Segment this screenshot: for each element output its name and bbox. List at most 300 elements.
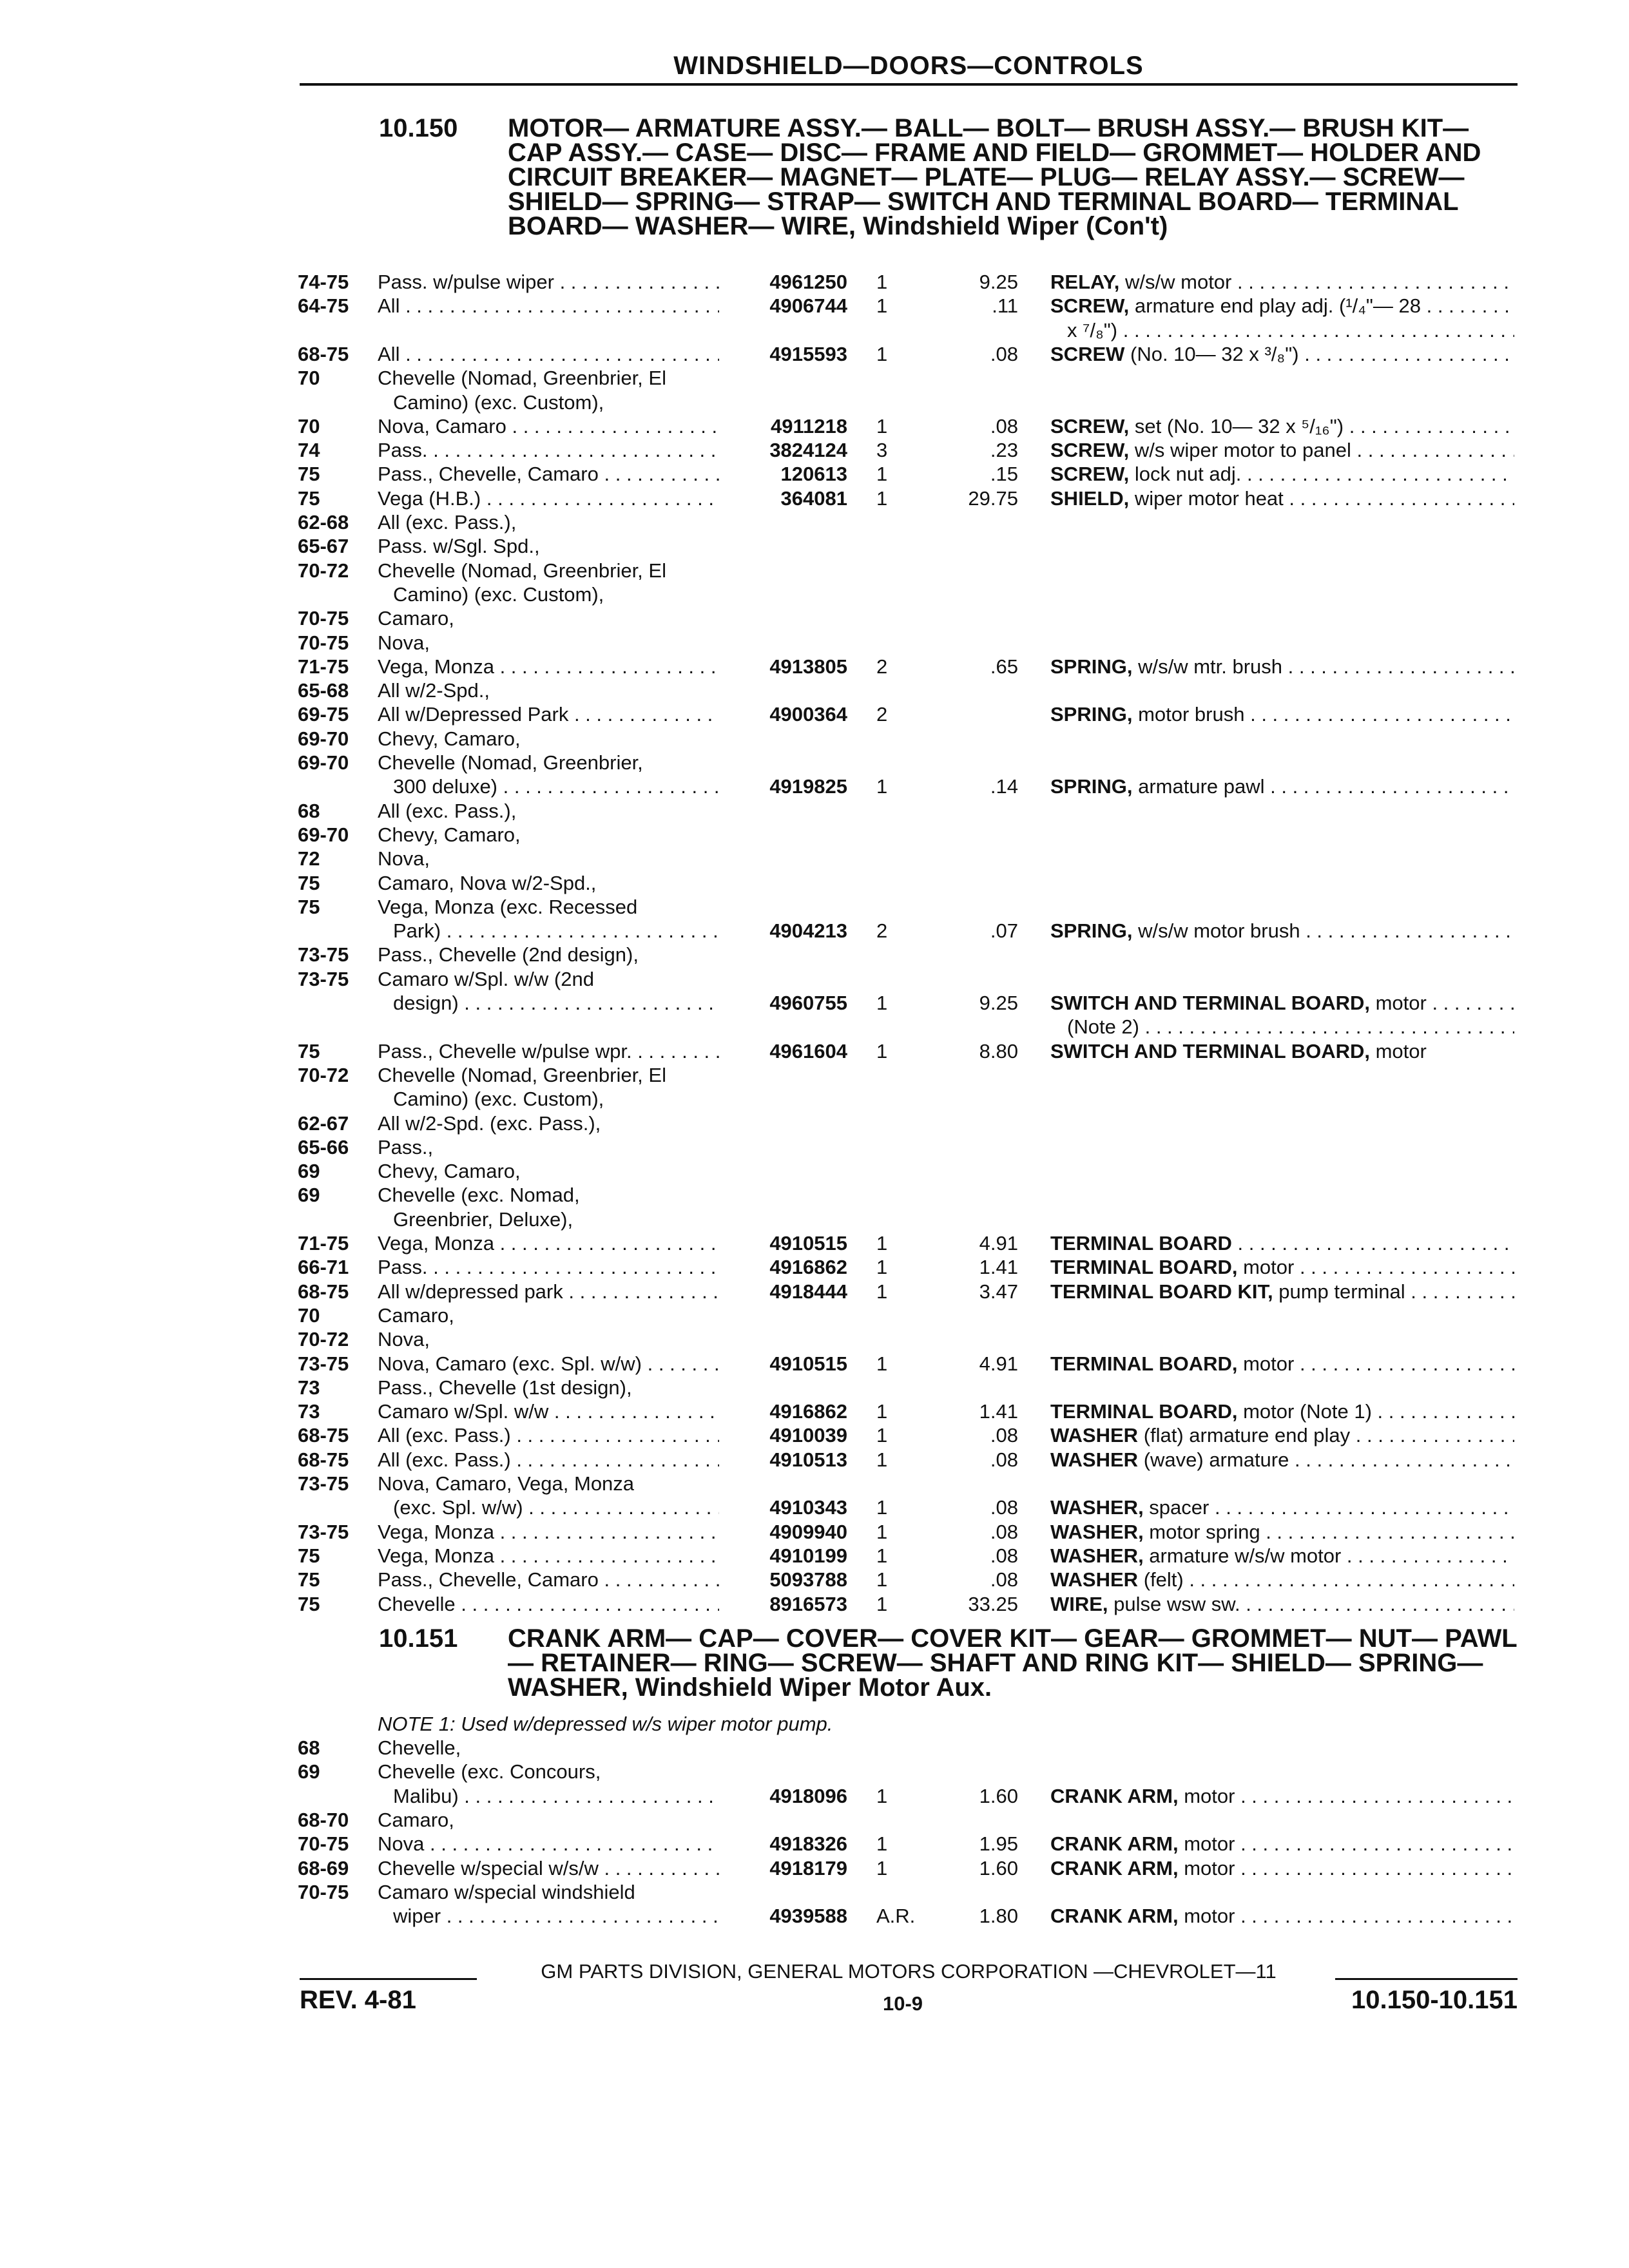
footer-section-range: 10.150-10.151: [1351, 1986, 1518, 2014]
table-row: [0, 583, 1629, 607]
description-name: SCREW,: [1050, 414, 1130, 437]
application: Pass., Chevelle, Camaro . . .: [378, 1568, 719, 1591]
part-number: 8916573: [769, 1592, 847, 1615]
application: Camaro, Nova w/2-Spd.,: [378, 871, 597, 894]
price: .08: [990, 1448, 1018, 1471]
description: CRANK ARM, motor . . .: [1050, 1857, 1514, 1880]
description-name: SCREW: [1050, 342, 1125, 365]
price: .15: [990, 463, 1018, 486]
table-row: [0, 1857, 1629, 1881]
model-year: 65-67: [298, 535, 349, 558]
model-year: 68-75: [298, 1448, 349, 1471]
part-number: 4910039: [769, 1424, 847, 1447]
model-year: 68: [298, 799, 320, 822]
price: .08: [990, 414, 1018, 437]
quantity: 2: [876, 655, 888, 678]
table-row: [0, 800, 1629, 823]
table-row: [0, 1881, 1629, 1905]
table-row: [0, 1040, 1629, 1064]
quantity: 3: [876, 439, 888, 462]
application: Chevelle (Nomad, Greenbrier, El: [378, 1063, 666, 1086]
table-row: [0, 1184, 1629, 1207]
quantity: 1: [876, 294, 888, 318]
application: All (exc. Pass.) . . .: [378, 1424, 719, 1447]
table-row: [0, 487, 1629, 511]
price: 33.25: [968, 1592, 1018, 1615]
part-number: 4918096: [769, 1784, 847, 1807]
description: TERMINAL BOARD, motor . . .: [1050, 1256, 1514, 1279]
model-year: 75: [298, 1039, 320, 1062]
model-year: 72: [298, 847, 320, 870]
model-year: 68-69: [298, 1856, 349, 1879]
model-year: 70: [298, 414, 320, 437]
application: Pass.,: [378, 1135, 434, 1158]
quantity: 1: [876, 1448, 888, 1471]
description: CRANK ARM, motor . . .: [1050, 1785, 1514, 1808]
model-year: 75: [298, 463, 320, 486]
table-row: [0, 1376, 1629, 1400]
model-year: 69: [298, 1760, 320, 1783]
quantity: 1: [876, 1039, 888, 1062]
model-year: 73: [298, 1376, 320, 1399]
application: Pass., Chevelle (2nd design),: [378, 943, 639, 966]
table-row: [0, 847, 1629, 871]
description-name: SCREW,: [1050, 294, 1130, 318]
description: TERMINAL BOARD KIT, pump terminal . . .: [1050, 1280, 1514, 1303]
application: Vega, Monza . . .: [378, 1232, 719, 1255]
part-number: 4910515: [769, 1232, 847, 1254]
table-row: [0, 1521, 1629, 1544]
description-name: SPRING,: [1050, 703, 1133, 726]
application: All w/2-Spd.,: [378, 679, 490, 702]
description-name: SWITCH AND TERMINAL BOARD,: [1050, 1039, 1370, 1062]
application: All w/2-Spd. (exc. Pass.),: [378, 1111, 601, 1135]
application: Nova,: [378, 1328, 430, 1351]
application: Pass., Chevelle (1st design),: [378, 1376, 632, 1399]
application-continued: Camino) (exc. Custom),: [393, 390, 604, 414]
table-row: [0, 1208, 1629, 1232]
description: TERMINAL BOARD, motor (Note 1) . . .: [1050, 1400, 1514, 1423]
quantity: 1: [876, 1352, 888, 1375]
part-number: 4906744: [769, 294, 847, 318]
model-year: 74: [298, 439, 320, 462]
model-year: 71-75: [298, 655, 349, 678]
table-row: [0, 655, 1629, 679]
price: .08: [990, 1520, 1018, 1543]
model-year: 70-75: [298, 1832, 349, 1856]
quantity: 1: [876, 463, 888, 486]
application-continued: (exc. Spl. w/w) . . .: [393, 1496, 719, 1519]
part-number: 4960755: [769, 992, 847, 1014]
quantity: 1: [876, 1400, 888, 1423]
table-row: [0, 943, 1629, 967]
application: Camaro,: [378, 607, 454, 630]
description: SPRING, w/s/w motor brush . . .: [1050, 919, 1514, 943]
table-row: [0, 535, 1629, 559]
model-year: 69-75: [298, 703, 349, 726]
model-year: 73: [298, 1400, 320, 1423]
description: SHIELD, wiper motor heat . . .: [1050, 487, 1514, 510]
section-heading: MOTOR— ARMATURE ASSY.— BALL— BOLT— BRUSH ASSY.— BRUSH KIT— CAP ASSY.— CASE— DISC— FRAME AND FIELD— GROMMET— HOLDER AND CIRCUIT BREAKER— MAGNET— PLATE— PLUG— RELAY ASSY.— SCREW— SHIELD— SPRING— STRAP— SWITCH AND TERMINAL BOARD— TERMINAL BOARD— WASHER— WIRE, Windshield Wiper (Con't): [508, 114, 1481, 240]
price: .23: [990, 439, 1018, 462]
description-name: WASHER,: [1050, 1544, 1144, 1567]
application: Chevy, Camaro,: [378, 823, 521, 846]
part-number: 4910199: [769, 1544, 847, 1567]
page-header: WINDSHIELD—DOORS—CONTROLS: [300, 52, 1518, 86]
description: SPRING, armature pawl . . .: [1050, 775, 1514, 798]
application: Pass. . . .: [378, 1256, 719, 1279]
section-number: 10.151: [379, 1624, 458, 1653]
section-number: 10.150: [379, 114, 458, 142]
description-name: SHIELD,: [1050, 486, 1130, 510]
table-row: [0, 294, 1629, 318]
description-name: RELAY,: [1050, 271, 1120, 293]
quantity: 1: [876, 1496, 888, 1519]
application-continued: Greenbrier, Deluxe),: [393, 1207, 574, 1231]
part-number: 4918326: [769, 1832, 847, 1856]
application: Chevelle w/special w/s/w . . .: [378, 1857, 719, 1880]
description-name: SWITCH AND TERMINAL BOARD,: [1050, 992, 1370, 1014]
quantity: 1: [876, 1232, 888, 1254]
table-row: [0, 271, 1629, 294]
model-year: 75: [298, 1544, 320, 1567]
description: SCREW, armature end play adj. (¹/₄"— 28 . . .: [1050, 294, 1514, 318]
table-row: [0, 319, 1629, 343]
description: CRANK ARM, motor . . .: [1050, 1905, 1514, 1928]
model-year: 69: [298, 1184, 320, 1207]
application-continued: wiper . . .: [393, 1905, 719, 1928]
table-row: [0, 631, 1629, 655]
section-title-10-151: [379, 1626, 1526, 1700]
table-row: [0, 992, 1629, 1015]
part-number: 4904213: [769, 919, 847, 943]
application: Pass. . . .: [378, 439, 719, 462]
part-number: 4910515: [769, 1352, 847, 1375]
quantity: 1: [876, 775, 888, 798]
table-row: [0, 607, 1629, 631]
part-number: 4918444: [769, 1280, 847, 1303]
footer-page-number: 10-9: [883, 1992, 923, 2015]
part-number: 364081: [780, 486, 847, 510]
application: All w/depressed park . . .: [378, 1280, 719, 1303]
model-year: 73-75: [298, 1520, 349, 1543]
part-number: 4911218: [771, 414, 847, 437]
application: Camaro w/Spl. w/w (2nd: [378, 967, 594, 990]
description: WASHER, armature w/s/w motor . . .: [1050, 1544, 1514, 1568]
model-year: 75: [298, 871, 320, 894]
table-row: [0, 1064, 1629, 1088]
table-row: [0, 1304, 1629, 1328]
application: Pass. w/pulse wiper . . .: [378, 271, 719, 294]
table-row: [0, 679, 1629, 703]
table-row: [0, 439, 1629, 463]
part-number: 4910513: [769, 1448, 847, 1471]
price: .07: [990, 919, 1018, 943]
description: SPRING, motor brush . . .: [1050, 703, 1514, 726]
application: Vega, Monza . . .: [378, 1544, 719, 1568]
quantity: 1: [876, 992, 888, 1014]
table-row: [0, 1015, 1629, 1039]
model-year: 69-70: [298, 727, 349, 750]
description: SCREW, w/s wiper motor to panel . . .: [1050, 439, 1514, 462]
model-year: 70-75: [298, 607, 349, 630]
application-continued: Park) . . .: [393, 919, 719, 943]
footer-rule-right: [1335, 1978, 1518, 1980]
description: [1050, 1232, 1514, 1255]
table-row: [0, 367, 1629, 390]
application: Chevy, Camaro,: [378, 1160, 521, 1183]
application: All w/Depressed Park . . .: [378, 703, 719, 726]
description: WASHER (flat) armature end play . . .: [1050, 1424, 1514, 1447]
part-number: 4961604: [769, 1039, 847, 1062]
price: 9.25: [979, 271, 1018, 293]
application: Nova,: [378, 847, 430, 870]
quantity: 1: [876, 1568, 888, 1591]
application: Nova, Camaro . . .: [378, 415, 719, 438]
model-year: 69: [298, 1160, 320, 1183]
application: All (exc. Pass.),: [378, 799, 517, 822]
quantity: 1: [876, 1856, 888, 1879]
price: .65: [990, 655, 1018, 678]
model-year: 74-75: [298, 271, 349, 293]
quantity: 1: [876, 1424, 888, 1447]
table-row: [0, 559, 1629, 583]
description-name: WASHER,: [1050, 1496, 1144, 1519]
model-year: 68-75: [298, 1424, 349, 1447]
quantity: 1: [876, 1520, 888, 1543]
description-name: TERMINAL BOARD KIT,: [1050, 1280, 1273, 1303]
application: Camaro w/Spl. w/w . . .: [378, 1400, 719, 1423]
model-year: 70: [298, 1303, 320, 1327]
model-year: 70-72: [298, 1328, 349, 1351]
application: Vega, Monza (exc. Recessed: [378, 895, 638, 918]
application-continued: design) . . .: [393, 992, 719, 1015]
model-year: 70-75: [298, 631, 349, 654]
quantity: 1: [876, 1256, 888, 1279]
model-year: 62-68: [298, 511, 349, 533]
table-row: [0, 751, 1629, 775]
section-heading: CRANK ARM— CAP— COVER— COVER KIT— GEAR— GROMMET— NUT— PAWL— RETAINER— RING— SCREW— SHAFT AND RING KIT— SHIELD— SPRING— WASHER, Windshield Wiper Motor Aux.: [508, 1624, 1518, 1702]
description-name: SPRING,: [1050, 775, 1133, 798]
quantity: 1: [876, 342, 888, 365]
model-year: 68-75: [298, 1280, 349, 1303]
application: Chevelle (Nomad, Greenbrier,: [378, 751, 643, 774]
table-row: [0, 1088, 1629, 1111]
description-name: SPRING,: [1050, 919, 1133, 943]
model-year: 73-75: [298, 967, 349, 990]
part-number: 5093788: [769, 1568, 847, 1591]
model-year: 66-71: [298, 1256, 349, 1279]
part-number: 120613: [780, 463, 847, 486]
application: All . . .: [378, 294, 719, 318]
application: Chevelle (Nomad, Greenbrier, El: [378, 367, 666, 390]
description: WASHER, motor spring . . .: [1050, 1521, 1514, 1544]
price: 9.25: [979, 992, 1018, 1014]
description: WASHER, spacer . . .: [1050, 1496, 1514, 1519]
application: Nova,: [378, 631, 430, 654]
application: Nova, Camaro, Vega, Monza: [378, 1472, 635, 1495]
table-row: [0, 1448, 1629, 1472]
description-name: SCREW,: [1050, 463, 1130, 486]
description-name: WIRE,: [1050, 1592, 1108, 1615]
description: SWITCH AND TERMINAL BOARD, motor . . .: [1050, 992, 1514, 1015]
table-row: [0, 1544, 1629, 1568]
description: RELAY, w/s/w motor . . .: [1050, 271, 1514, 294]
model-year: 64-75: [298, 294, 349, 318]
table-row: [0, 1496, 1629, 1520]
table-row: [0, 1400, 1629, 1424]
part-number: 4919825: [769, 775, 847, 798]
model-year: 71-75: [298, 1232, 349, 1254]
description-continued: x ⁷/₈") . . .: [1067, 319, 1514, 342]
model-year: 65-66: [298, 1135, 349, 1158]
table-row: [0, 1905, 1629, 1928]
model-year: 75: [298, 486, 320, 510]
model-year: 68-70: [298, 1809, 349, 1831]
description: SWITCH AND TERMINAL BOARD, motor: [1050, 1039, 1427, 1062]
description-name: WASHER: [1050, 1568, 1139, 1591]
price: 1.95: [979, 1832, 1018, 1856]
model-year: 70-72: [298, 559, 349, 582]
table-row: [0, 1352, 1629, 1376]
table-row: [0, 1136, 1629, 1160]
model-year: 75: [298, 1568, 320, 1591]
description: SCREW (No. 10— 32 x ³/₈") . . .: [1050, 343, 1514, 366]
description-continued: (Note 2) . . .: [1067, 1015, 1514, 1039]
price: .11: [992, 294, 1018, 318]
table-row: [0, 511, 1629, 535]
table-row: [0, 1568, 1629, 1592]
model-year: 70-75: [298, 1880, 349, 1903]
application: Camaro w/special windshield: [378, 1880, 635, 1903]
application-continued: Camino) (exc. Custom),: [393, 1088, 604, 1111]
application: Vega (H.B.) . . .: [378, 487, 719, 510]
quantity: 1: [876, 1280, 888, 1303]
model-year: 62-67: [298, 1111, 349, 1135]
price: 1.80: [979, 1905, 1018, 1928]
model-year: 70: [298, 367, 320, 390]
model-year: 69-70: [298, 751, 349, 774]
description-name: WASHER,: [1050, 1520, 1144, 1543]
table-row: [0, 703, 1629, 727]
application: Chevelle (exc. Nomad,: [378, 1184, 580, 1207]
application: Nova, Camaro (exc. Spl. w/w) . . .: [378, 1352, 719, 1376]
description-name: TERMINAL BOARD: [1050, 1232, 1232, 1254]
price: 1.60: [979, 1784, 1018, 1807]
model-year: 73-75: [298, 1472, 349, 1495]
description-name: WASHER: [1050, 1448, 1139, 1471]
footer-rule-left: [300, 1978, 477, 1980]
application: Vega, Monza . . .: [378, 1521, 719, 1544]
application: Pass. w/Sgl. Spd.,: [378, 535, 540, 558]
application: Chevelle . . .: [378, 1593, 719, 1616]
price: .08: [990, 1568, 1018, 1591]
price: 1.41: [979, 1256, 1018, 1279]
price: 1.41: [979, 1400, 1018, 1423]
table-row: [0, 1112, 1629, 1136]
application: Camaro,: [378, 1809, 454, 1831]
description-name: WASHER: [1050, 1424, 1139, 1447]
application-continued: Camino) (exc. Custom),: [393, 582, 604, 606]
table-row: [0, 823, 1629, 847]
description-name: SCREW,: [1050, 439, 1130, 462]
application-continued: 300 deluxe) . . .: [393, 775, 719, 798]
description: WASHER (felt) . . .: [1050, 1568, 1514, 1591]
model-year: 75: [298, 895, 320, 918]
model-year: 65-68: [298, 679, 349, 702]
price: 29.75: [968, 486, 1018, 510]
application: Chevy, Camaro,: [378, 727, 521, 750]
section-title-10-150: [379, 116, 1526, 238]
application-continued: Malibu) . . .: [393, 1785, 719, 1808]
footer-publisher: GM PARTS DIVISION, GENERAL MOTORS CORPORATION —CHEVROLET—11: [541, 1960, 1277, 1983]
application: All (exc. Pass.) . . .: [378, 1448, 719, 1472]
part-number: 4918179: [769, 1856, 847, 1879]
description-name: CRANK ARM,: [1050, 1832, 1179, 1856]
description: SCREW, lock nut adj. . . .: [1050, 463, 1514, 486]
description: SPRING, w/s/w mtr. brush . . .: [1050, 655, 1514, 678]
table-row: [0, 391, 1629, 415]
table-row: [0, 727, 1629, 751]
quantity: 1: [876, 1784, 888, 1807]
application: Chevelle (exc. Concours,: [378, 1760, 601, 1783]
description-name: TERMINAL BOARD,: [1050, 1352, 1238, 1375]
table-row: [0, 1809, 1629, 1832]
model-year: 73-75: [298, 1352, 349, 1375]
application: Vega, Monza . . .: [378, 655, 719, 678]
price: .08: [990, 342, 1018, 365]
part-number: 4916862: [769, 1256, 847, 1279]
application: Camaro,: [378, 1303, 454, 1327]
table-row: [0, 1593, 1629, 1617]
part-number: 4915593: [769, 342, 847, 365]
model-year: 69-70: [298, 823, 349, 846]
table-row: [0, 1256, 1629, 1280]
price: .14: [990, 775, 1018, 798]
quantity: 1: [876, 414, 888, 437]
table-row: [0, 1280, 1629, 1304]
part-number: 3824124: [769, 439, 847, 462]
application: All . . .: [378, 343, 719, 366]
table-row: [0, 872, 1629, 896]
table-row: [0, 1736, 1629, 1760]
quantity: 1: [876, 486, 888, 510]
table-row: [0, 463, 1629, 486]
part-number: 4900364: [769, 703, 847, 726]
note-text: NOTE 1: Used w/depressed w/s wiper motor pump.: [378, 1712, 833, 1735]
part-number: 4910343: [769, 1496, 847, 1519]
price: 4.91: [979, 1232, 1018, 1254]
application: All (exc. Pass.),: [378, 511, 517, 533]
price: 4.91: [979, 1352, 1018, 1375]
description: TERMINAL BOARD, motor . . .: [1050, 1352, 1514, 1376]
table-row: [0, 1760, 1629, 1784]
application: Nova . . .: [378, 1832, 719, 1856]
quantity: 1: [876, 1832, 888, 1856]
model-year: 70-72: [298, 1063, 349, 1086]
model-year: 73-75: [298, 943, 349, 966]
description-name: CRANK ARM,: [1050, 1784, 1179, 1807]
description-name: CRANK ARM,: [1050, 1905, 1179, 1928]
table-row: [0, 919, 1629, 943]
table-row: [0, 343, 1629, 367]
note-row: [0, 1713, 1629, 1736]
part-number: 4909940: [769, 1520, 847, 1543]
table-row: [0, 896, 1629, 919]
model-year: 68-75: [298, 342, 349, 365]
quantity: A.R.: [876, 1905, 916, 1928]
application: Chevelle (Nomad, Greenbrier, El: [378, 559, 666, 582]
